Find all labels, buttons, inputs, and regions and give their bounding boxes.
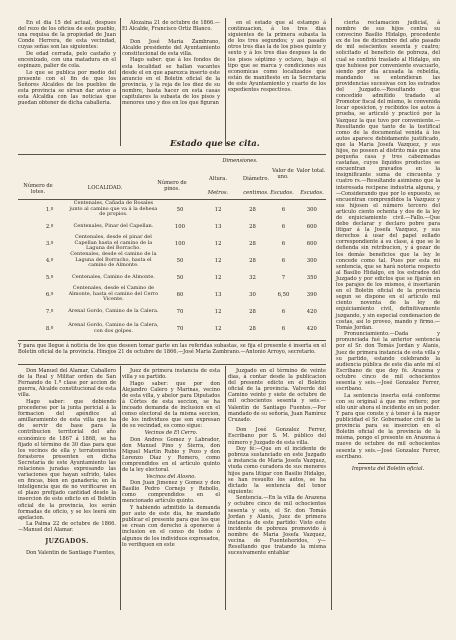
section-heading-juzgados: JUZGADOS. [45, 538, 89, 546]
localidad-cell: Arenal Gordo, Camino de la Calera. [68, 307, 159, 314]
header-escudos-1: Escudos. [270, 190, 294, 196]
paragraph: La sentencia inserta está conforme con su original á que me refiero; por ello unir ahora el incidente en un poder. Y para que conste y á tener á la mayor publicidad el Sr. Gobernador civil de la provincia para su insercion en el Boletin oficial de la provincia de la misma, pongo el presente en Arazena á nueve de octubre de mil ochocientos sesenta y seis.—José Gonzalez Ferrer, escribano. [336, 392, 440, 460]
paragraph: Sentencia.—En la villa de Arazena y octubre cinco de mil ochocientos sesenta y seis, el Sr. don Tomás Jordan y Alanis, Juez de primera instancia de este partido: Visto este incidente de pobreza promovido á nombre de Maria Josefa Vazquez, vecina de Fuenteheridos, y—Resultando que tratando la misma sucesivamente entablar [228, 495, 326, 557]
paragraph: De edad cerrada, pelo castaño y encenizado, con una matadura en el espinazo, palier de cola. [18, 50, 116, 70]
paragraph: Don José Gonzalez Ferrer, Escribano por S. M. público del número y Juzgado de esta villa. [228, 427, 326, 446]
table-row [18, 286, 326, 303]
table-row [18, 320, 326, 337]
bottom-column-1 [18, 368, 116, 556]
paragraph: Pronunciamiento.—Dada y pronunciada fué la anterior sentencia por el Sr. don Tomás Jordan y Alanis, Juez de primera instancia de esta villa y su partido, estando celebrando la audiencia pública de este dia ante mí el Escribano de que doy fé. Arazena y octubre cinco de mil ochocientos sesenta y seis.—José Gonzalez Ferrer, escribano. [336, 331, 440, 393]
imprint: Imprenta del Boletin oficial. [351, 466, 425, 473]
column-divider [120, 366, 121, 610]
localidad-cell: Centenales, desde el pinar del Capellan hasta el camino de la Laguna del Borracho. [74, 234, 153, 252]
valor-uno-cell: 6 [281, 257, 286, 264]
valor-uno-cell: 7 [281, 274, 286, 281]
diametro-cell: 28 [249, 308, 256, 315]
altura-cell: 12 [214, 274, 222, 281]
divider [358, 463, 418, 464]
paragraph: Don José Maria Zambrano, Alcalde presidente del Ayuntamiento constitucional de esta villa. [122, 38, 220, 57]
paragraph: Juzgado en el término de veinte dias, á contar desde la publicacion del presente edicto en el Boletin oficial de la provincia. Valverde del Camino veinte y siete de octubre de mil ochocientos sesenta y seis.—Valentin de Santiago Fuentes.—Por mandado de su señoría, Juan Ramirez Cruzado. [228, 368, 326, 423]
altura-cell: 13 [214, 291, 222, 298]
localidad-cell: Centenales, desde el camino de la Laguna del Borracho, hasta el camino de Almonte. [70, 251, 157, 269]
table-row [18, 235, 326, 252]
diametro-cell: 28 [249, 240, 256, 247]
estado-table [18, 201, 326, 337]
pinos-cell: 70 [176, 325, 184, 332]
diametro-cell: 32 [249, 274, 256, 281]
paragraph: Alozaina 21 de octubre de 1866.—El Alcalde, Francisco Ortiz Blanco. [122, 20, 220, 33]
pinos-cell: 100 [174, 240, 186, 247]
valor-uno-cell: 6 [281, 240, 286, 247]
pinos-cell: 50 [176, 257, 184, 264]
lote-number: 2.º [45, 223, 54, 230]
valor-total-cell: 300 [306, 206, 317, 213]
column-divider [331, 18, 332, 610]
table-row [18, 269, 326, 286]
table-title: Estado que se cita. [170, 139, 260, 149]
table-row [18, 218, 326, 235]
paragraph: Don Juan Jimenez y Gomez y don Basilio Pedro Cornejo y Rebollo, como comprendidos en el mencionado artículo quinto. [122, 480, 220, 505]
localidad-cell: Centenales, Camino de Almonte. [71, 273, 155, 280]
paragraph: Juez de primera instancia de esta villa y su partido. [122, 368, 220, 381]
localidad-cell: Centenales, desde el Camino de Almonte, hasta el camino del Cerro Vicente. [68, 285, 159, 303]
diametro-cell: 30 [249, 291, 256, 298]
column-divider [120, 18, 121, 146]
top-column-4 [336, 20, 440, 473]
diametro-cell: 28 [249, 223, 256, 230]
header-diametro: Diámetro. [242, 176, 270, 182]
localidad-cell: Arenal Gordo, Camino de la Calera, con dos golpes. [68, 321, 159, 334]
altura-cell: 12 [214, 257, 222, 264]
valor-uno-cell: 6 [281, 325, 286, 332]
paragraph: Lo que se publica por medio del presente con el fin de que los Señores Alcaldes de los pueblos de esta provincia se sirvan dar aviso a esta Alcaldía con las noticias que puedan obtener de dicha caballeria. [18, 69, 116, 107]
lote-number: 7.º [45, 308, 54, 315]
pinos-cell: 50 [176, 274, 184, 281]
valor-uno-cell: 6,50 [277, 291, 290, 298]
valor-total-cell: 600 [306, 223, 317, 230]
valor-total-cell: 420 [306, 308, 317, 315]
valor-total-cell: 390 [306, 291, 317, 298]
table-top-rule [18, 154, 326, 155]
top-column-1 [18, 20, 116, 107]
bottom-column-2 [122, 368, 220, 548]
paragraph: Don Andres Gomez y Labrador, don Manuel Pino y Sierra, don Miguel Martin Rubio y Pozo y don Lorenzo Diaz y Romero, como comprendidos en el artículo quinto de la ley electoral. [122, 436, 220, 473]
paragraph: Y habiendo admitido la demanda por auto de este dia, he mandado publicar el presente para que los que se crean con derecho á oponerse á inclusion en el censo de todos ó algunos de los individuos expresados, lo verifiquen en este [122, 505, 220, 548]
lote-number: 5.º [45, 274, 54, 281]
lote-number: 8.º [45, 325, 54, 332]
pinos-cell: 50 [176, 206, 184, 213]
lote-number: 6.º [45, 291, 54, 298]
section-rule [18, 364, 326, 365]
table-row [18, 303, 326, 320]
paragraph: Hago saber: que á los fondos de esta localidad se hallan vacantes desde el en que aparezca inserto este anuncio en el Boletin oficial de la provincia, y la reja de los diez de su nombre, hasta hacer en esta casas capitulares la subasta de los pisos y menores uno y dos en los que figuran [122, 57, 220, 107]
header-numero: Número de lotes. [23, 183, 53, 195]
subheading: Vecinos de El Cerro. [144, 429, 198, 436]
paragraph: La Palma 22 de octubre de 1866.—Manuel del Alamar. [18, 521, 116, 534]
top-column-3 [228, 20, 326, 94]
valor-uno-cell: 6 [281, 223, 286, 230]
header-valor-total: Valor total. [296, 168, 326, 174]
pinos-cell: 60 [176, 291, 184, 298]
altura-cell: 13 [214, 223, 222, 230]
diametro-cell: 28 [249, 325, 256, 332]
localidad-cell: Centenales, Cañada de Rosales junto al camino que va á la dehesa de propios. [69, 200, 158, 218]
column-divider [225, 366, 226, 610]
lote-number: 3.º [45, 240, 54, 247]
paragraph: Don Manuel del Alamar, Caballero de la Real y Militar orden de San Fernando de 1.ª clase por accion de guerra, Alcalde constitucional de esta villa. [18, 368, 116, 399]
altura-cell: 12 [214, 325, 222, 332]
paragraph: cierta reclamacion judicial, á nombre de sus hijos contra su convecino Basilio Hidalgo, procedente ex de los de diciembre del año pasado de mil seiscientos sesenta y cuatro; solicitado el beneficio de pobreza, del cual se confirió traslado al Hidalgo, sin que hubiese por conveniente evacuarlo, siendo por dia acusada la rebeldía, mandando se entendieran las providencias sucesivas con los estrados del Juzgado.—Resultando que concedido admitido tradado al Promotor fiscal del mismo, le convenida locar oposicion, y recibidos los autos á prueba, se articuló y practicó por la Vazquez la que tuvo por conveniente.—Resultando que tanto de la testifical como de la documental venida á los autos aparece debidamente justificado, que la Maria Josefa Vazquez, y sus hijos, no poseen al distrito más que una pequeña casa y tres cabezmadas castañas, cuyos liquidos productos se encuentran gravados en la insignificante suma de cincuenta y cuatro rs.—Resultando asimismo que la interesada recipene industria alguna, y—Considerando que por lo expuesto, se encuentran comprendidos la Vazquez y sus hijosen el número tercero del articulo ciento ochenta y dos de la ley de enjuiciamiento civil.—Fallo.—Que debo declarar y declaro pobre para litigar á la Josefa Vazquez, y sus derechos á usar del papel sellado correspondiente á su clase, á que se le defienda sin retribucion, y á gozar de los demás beneficios que la ley le concede como tal. Pues por esta mi sentencia, que se hará notoria respecto al Basilio Hidalgo, en los estrados del Juzgado y por edictos que se fijarán en los parajes de los mismos, é insertarán en el Boletin oficial de la provincia segun se dispone en el artículo mil ciento noventa de la ley de enjuiciamiento civil, definitivamente juzgando, y sin especial condenacion de costas, así lo proveo, mando y firmo.—Tomás Jordan. [336, 20, 440, 331]
altura-cell: 12 [214, 206, 222, 213]
table-row [18, 201, 326, 218]
paragraph: En el dia 15 del actual, despues del rezo de los oficios de este pueblo, una requisa de la propiedad de Juan Conde Herrera, de esta vecindad, cuyas señas son las siguientes: [18, 20, 116, 51]
header-centimos: centimos. [243, 190, 269, 196]
paragraph: Hago saber: que debiendo procederse por la junta pericial á la formacion del apéndice al amillaramiento de esta villa que ha de servir de base para la contribucion territorial del año económico de 1867 á 1868, se ha fijado el término de 30 dias para que los vecinos de ella y terratenientes forasteros presenten en dicha Secretaría de este Ayuntamiento las relaciones juradas expresando las variaciones que hayan sufrido, tales en fincas, bien en ganadería; en la inteligencia que de no verificarse en el plazo prefijado cantidad desde la insercion de este edicto en el Boletin oficial de la provincia, los serán formadas de oficio, y se les leerá sin apelacion. [18, 398, 116, 521]
altura-cell: 12 [214, 308, 222, 315]
diametro-cell: 28 [249, 206, 256, 213]
pinos-cell: 100 [174, 223, 186, 230]
diametro-cell: 28 [249, 257, 256, 264]
table-footnote: Y para que llegue á noticia de los que deseen tomar parte en las referidas subastas, se fija el presente é inserta en el Boletin oficial de la provincia. Hinojos 21 de octubre de 1866.—José Maria Zambrano.—Antonio Arroyo, secretario. [18, 343, 326, 356]
header-bottom-rule [18, 199, 326, 200]
header-dimensiones: Dimensiones. [222, 158, 258, 164]
valor-total-cell: 350 [306, 274, 317, 281]
paragraph: Doy fé:—Que en el incidente de pobreza sustanciado en este Juzgado á instancia de Maria Josefa Vazquez, viuda como curadora de sus menores hijos para litigar con Basilio Hidalgo, se han resuelto los autos, se ha dictado la sentencia del tenor siguiente: [228, 446, 326, 495]
valor-total-cell: 600 [306, 240, 317, 247]
table-row [18, 252, 326, 269]
bottom-column-3 [228, 368, 326, 557]
top-column-2 [122, 20, 220, 107]
header-localidad: LOCALIDAD. [87, 185, 123, 191]
valor-total-cell: 300 [306, 257, 317, 264]
column-divider [225, 18, 226, 146]
paragraph: Don Valentin de Santiago Fuentes, [26, 549, 116, 556]
paragraph: Hago saber: que por don Alejandro Calero y Marinas, vecino de esta villa, y abelor para Diputados á Córtes de esta seccion, se ha incoado demanda de inclusion en el censo electoral de la misma seccion, de los individuos que son expresan de su vecindad, es como sigue: [122, 380, 220, 430]
localidad-cell: Centenales, Pinar del Capellan. [73, 222, 154, 229]
valor-uno-cell: 6 [281, 308, 286, 315]
subheading: Vecinos del Alosno. [146, 473, 196, 480]
lote-number: 1.º [45, 206, 54, 213]
header-pinos: Número de pinos. [157, 180, 187, 192]
header-metros: Metros. [207, 190, 229, 196]
valor-uno-cell: 6 [281, 206, 286, 213]
table-bottom-rule [18, 340, 326, 341]
valor-total-cell: 420 [306, 325, 317, 332]
altura-cell: 12 [214, 240, 222, 247]
header-altura: Altura. [208, 176, 228, 182]
header-escudos-2: Escudos. [300, 190, 324, 196]
pinos-cell: 70 [176, 308, 184, 315]
paragraph: en el estado que al estampo á continuacion, á los tres dias siguientes de la primera subasta la de los tres segundos; y asi pasado otros tres dias la de los pisos quinto y sexto y á los tres dias despues la de los pisos séptimo y octavo, bajo el tipo que se marca y condiciones sus economicas como localizados que están de manifiesto en la Secretaria de este Ayuntamiento y cuarto de los expedientes respectivos. [228, 20, 326, 94]
lote-number: 4.º [45, 257, 54, 264]
header-valor-uno: Valor de uno. [272, 168, 294, 180]
